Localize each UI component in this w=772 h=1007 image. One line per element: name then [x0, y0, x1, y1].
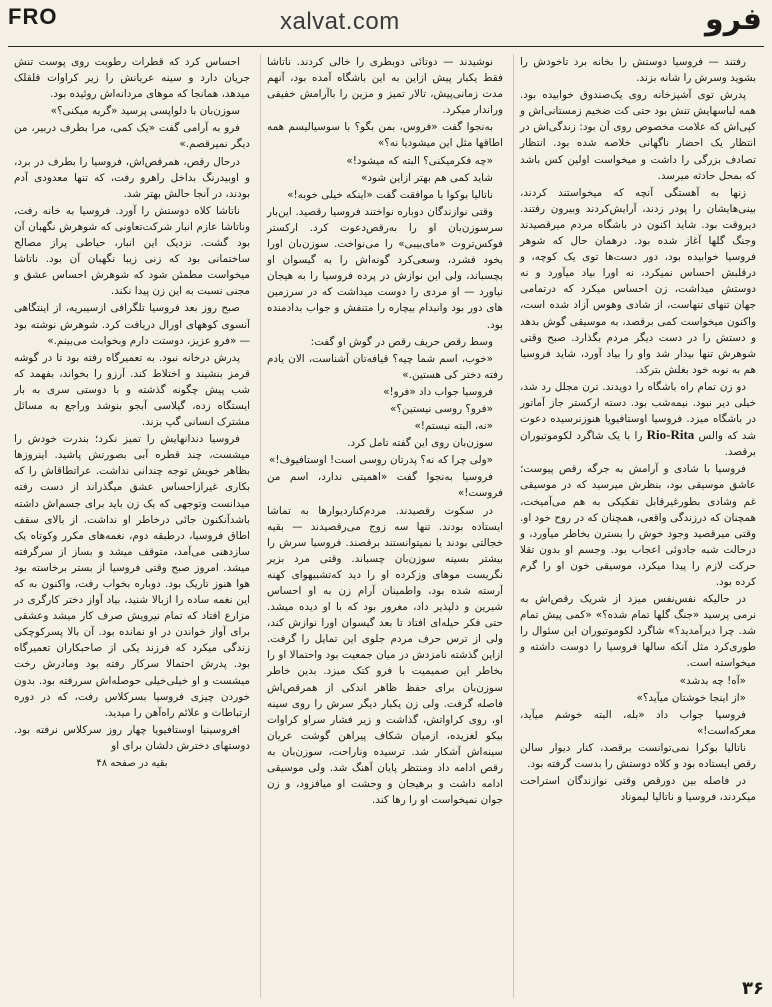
paragraph: فروسیا دندانهایش را تمیز نکرد؛ بندرت خودش را میشست، چند قطره آبی بصورتش پاشید. اینروزها بظاهر خویش توجه چندانی نداشت. عرا‌تطاقاش را که بکاری غیرازاحساس عشق میگذراند از دست رفته میدانست وتوجهی که یک زن باید برای جسم‌اش داشته باشدآنکنون جائی درخاطر او نداشت. از بالای سقف اطاق فروسیا، درطبقه دوم، نغمه‌های مکرر وکوتاه یک سازدهنی می‌آمد، متوقف میشد و بساز از سرگرفته میشد. امروز صبح وقتی فروسیا از بستر برخاسته بود هوا هنوز تاریک بود. دوباره بخواب رفت، واکنون به که این نغمه ساده را ازبالا شنید، بیاد آواز دختر کارگری در مزارع افتاد که تمام نیرویش صرف کار میشد وعشقی برای آواز خواندن در او نمانده بود. آن بالا پسرکوچکی زندگی میکرد که فرزند یکی از صاحبکاران تعمیرگاه بود. پدرش احتمالا سرکار رفته بود ومادرش رخت میشست و او خیلی‌خیلی حوصله‌اش سررفته بود. بدون خوردن چیزی فروسیا بسرکلاس رفت، که در دوره ارتباطات و علائم راه‌آهن را میدید. [14, 433, 250, 719]
paragraph: نوشیدند — دوتائی دوبطری را خالی کردند. ناتاشا فقط یکبار پیش ازاین به این باشگاه آمده بود، آنهم مدت زمانی‌پیش، تالار تمیز و مزین را باآرامش خفیفی وراندار میکرد. [267, 56, 503, 117]
paragraph: «خوب، اسم شما چیه؟ قیافه‌تان آشناست، الان یادم رفته دختر کی هستین.» [267, 352, 503, 381]
paragraph: افروسینیا اوستافیویا چهار روز سرکلاس نرفته بود. دوستهای دخترش دلشان برای او [14, 723, 250, 752]
paragraph: سوزن‌بان روی این گفته تامل کرد. [347, 437, 493, 450]
paragraph: سوزن‌بان با دلواپسی پرسید «گریه میکنی؟» [50, 105, 240, 118]
paragraph: پدرش توی آشپزخانه روی یک‌صندوق خوابیده بود. همه لباسهایش تنش بود حتی کت ضخیم زمستانی‌اش و کپی‌اش که علامت مخصوص روی آن بود: زندگی‌اش در انتظار یک احضار ناگهانی خلاصه شده بود. انتظار تصادف بزرگی را داشت و میخواست اولین کس باشد که بمحل حادثه میرسد. [520, 89, 756, 182]
paragraph: فروسیا جواب داد «بله، البته خوشم میآید، معرکه‌است!» [520, 708, 756, 737]
paragraph: «فرو؟ روسی نیستین؟» [390, 402, 493, 415]
site-watermark: xalvat.com [280, 8, 400, 35]
paragraph: دو زن تمام راه باشگاه را دویدند. ترن مجلل رد شد، خیلی دیر نبود. نیمه‌شب بود. دسته ارکستر جاز آماتور در باشگاه میزد. فروسیا اوستافیویا هنوزنرسیده دعوت شد که والس Rio-Rita را با یک شاگرد لکوموتیوران برقصد. [520, 380, 756, 459]
paragraph: «از اینجا خوشتان میآید؟» [636, 691, 746, 704]
paragraph: ناتاشا کلاه دوستش را آورد. فروسیا به خانه رفت، وناتاشا عازم انبار شرکت‌تعاونی که شوهرش نگهبان آن بود گشت. نزدیک این انبار، حیاطی پراز مصالح ساختمانی بود که زنی زیبا نگهبان آن بود. ناتاشا میخواست مطمئن شود که شوهرش احساس عشق و مجنی نسبت به این زن پیدا نکند. [14, 204, 250, 298]
paragraph: «ولی چرا که نه؟ پدرتان روسی است! اوستافیوف!» [269, 454, 493, 467]
paragraph: وقتی نوازندگان دوباره نواختند فروسیا رقصید. این‌بار سرسوزن‌بان او را به‌رقص‌دعوت کرد. ارکستر فوکس‌تروت «مای‌بیبی» را می‌نواخت. سوزن‌بان اورا بخود فشرد، وسعی‌کرد گونه‌اش را به گیسوان او بچسباند، ولی این نوازش در پرده فروسیا را به هیجان نیاورد — او مردی را دوست میداشت که در سرزمین های دور بود وانبدام بیچاره را متنفش و جواب بدادمنده بود. [267, 205, 503, 331]
paragraph: زنها به آهستگی آنچه که میخواستند کردند، بینی‌هایشان را پودر زدند، آرایش‌کردند وبیرون رفتند. دیروقت بود. شاید اکنون در باشگاه مردم میرقصیدند وجنگ گلها آغاز شده بود. درهمان حال که شوهر فروسیا خوابیده بود، دور دست‌ها توی یک کوچه، و درقلبش احساس نمیکرد، نه اورا بیاد میآورد و نه دوستش میداشت، زن احساس میکرد که درتمامی جهان تنهای تنهاست، از شادی وهوس آزاد شده است، واکنون میخواست کمی برقصد، به موسیقی گوش بدهد و دستش را در دست دیگر مردم بگذارد. صبح وقتی شوهرش تنها بیدار شد واو را بیاد آورد، شاید فروسیا هم به نوبه خود بغلش بترکد. [520, 186, 756, 376]
paragraph: در سکوت رقصیدند. مردم‌کناردیوارها به تماشا ایستاده بودند. تنها سه زوج می‌رقصیدند — بقیه خجالتی بودند یا نمیتوانستند برقصند. فروسیا سرش را بیشتر بسینه سوزن‌بان چسباند. وقتی مرد بزیر نگریست موهای وزکرده او را دید که‌تشبیهوای کهنه آرسته شده بود، واطمینان آرام زن به او احساس شیرین و دلپذیر داد، مغرور بود که با او دیده میشد. حتی فکر حیله‌ای افتاد تا بعد گیسوان اورا نوازش کند، ولی از ترس حرف مردم جلوی این تمایل را گرفت. ازاین گذشته نامزدش در میان جمعیت بود واحتمالا او را بخاطر این صمیمیت با فرو کتک میزد. بدین خاطر سوزن‌بان برای حفظ ظاهر اندکی از همرقص‌اش فاصله گرفت. ولی زن یکبار دیگر سرش را روی سینه او، روی کراواتش، گذاشت و زیر فشار سراو کراوات بیکو لغزیده، ازمیان شکاف پیراهن گوشت عریان سینه‌اش آشکار شد. ترسیده وناراحت، سوزن‌بان به رقص ادامه داد ومنتظر پایان آهنگ شد. ولی موسیقی ادامه داشت و برهیجان و وحشت او میافزود، و زن جوان نمیخواست او را رها کند. [267, 504, 503, 807]
paragraph: در حالیکه نفس‌نفس میزد از شریک رقص‌اش به نرمی پرسید «جنگ گلها تمام شده؟» «کمی پیش تمام شد. چرا دیرآمدید؟» شاگرد لکوموتیوران این سئوال را طوری‌کرد مثل آنکه سالها فروسیا را دوست داشته و میخواسته است. [520, 593, 756, 670]
paragraph: «نه، البته نیستم!» [414, 420, 493, 433]
running-title-latin: FRO [8, 4, 58, 29]
column-left [8, 54, 250, 998]
running-title-persian: فرو [705, 2, 762, 37]
paragraph: فروسیا با شادی و آرامش به جرگه رقص پیوست؛ عاشق موسیقی بود، بنظرش میرسید که در موسیقی غم وشادی بطورغیرقابل تفکیکی به هم می‌آمیخت، همچنان که درزندگی واقعی، همچنان که در روح خود او. وقتی میرقصید وجود خوش را بسترن بخاطر میآورد، و درحالت شبه جادوئی اعجاب بود. وجسم او بدون تقلا حرکت لازم را پیدا میکرد، موسیقی خون او را گرم کرده بود. [520, 463, 756, 588]
paragraph: «آه! چه بدشد» [679, 674, 746, 687]
paragraph: ناتالیا بوکوا با موافقت گفت «اینکه خیلی خوبه!» [287, 188, 493, 201]
column-middle [260, 54, 503, 998]
paragraph: درحال رقص، همرقص‌اش، فروسیا را بطرف در برد، و اوبیدرنگ بداخل راهرو رفت، که تنها معدودی آدم بودند، در آنجا حالش بهتر شد. [14, 155, 250, 200]
paragraph: احساس کرد که قطرات رطوبت روی پوست تنش جریان دارد و سینه عریانش را زیر کراوات قلقلک میدهد، همانجا که موهای مردانه‌اش روئیده بود. [14, 56, 250, 101]
header-rule [8, 46, 764, 47]
paragraph: فروسیا به‌نجوا گفت «اهمیتی ندارد، اسم من فروست!» [267, 471, 503, 500]
paragraph: پدرش درخانه نبود. به تعمیرگاه رفته بود تا در گوشه قرمز بنشیند و اختلاط کند. آرزو را بخواند، بفهمد که شب پیش چگونه گذشته و با دوستی سری به بار ایستگاه زده، گیلاسی آبجو بنوشد وراجع به مسائل مشترک انسانی گپ بزند. [14, 351, 250, 429]
paragraph: فرو به آرامی گفت «یک کمی، مرا بطرف دربیر، من دیگر نمیرقصم.» [14, 122, 250, 151]
paragraph: ناتالیا بوکرا نمی‌توانست برقصد، کنار دیوار سالن رقص ایستاده بود و کلاه دوستش را بدست گرفته بود. [520, 741, 756, 771]
paragraph: شاید کمی هم بهتر ازاین شود» [361, 171, 493, 184]
paragraph: وسط رقص حریف رقص در گوش او گفت: [310, 335, 493, 348]
paragraph: «چه فکرمیکنی؟ البته که میشود!» [346, 154, 493, 167]
page-number: ۳۶ [742, 978, 764, 999]
page-header [0, 0, 772, 52]
paragraph: به‌نجوا گفت «فروس، بمن بگو؟ با سوسیالیسم همه اطاقها مثل این میشودیا نه؟» [267, 121, 503, 150]
paragraph: صبح روز بعد فروسیا تلگرافی ازسیبریه، از اینتگاهی آنسوی کوههای اورال دریافت کرد. شوهرش نوشته بود— «فرو عزیز، دوستت دارم وبخوابت می‌بینم.» [14, 302, 250, 347]
band-name: Rio-Rita [646, 427, 695, 443]
paragraph: فروسیا جواب داد «فرو!» [383, 385, 493, 398]
continued-note: بقیه در صفحه ۴۸ [96, 758, 168, 770]
paragraph: رفتند — فروسیا دوستش را بخانه برد تاخودش را بشوید وسرش را شانه بزند. [520, 56, 756, 85]
paragraph: در فاصله بین دورقص وقتی نوازندگان استراحت میکردند، فروسیا و ناتالیا لیموناد [520, 775, 756, 804]
text-columns [8, 54, 756, 998]
column-right [513, 54, 756, 998]
